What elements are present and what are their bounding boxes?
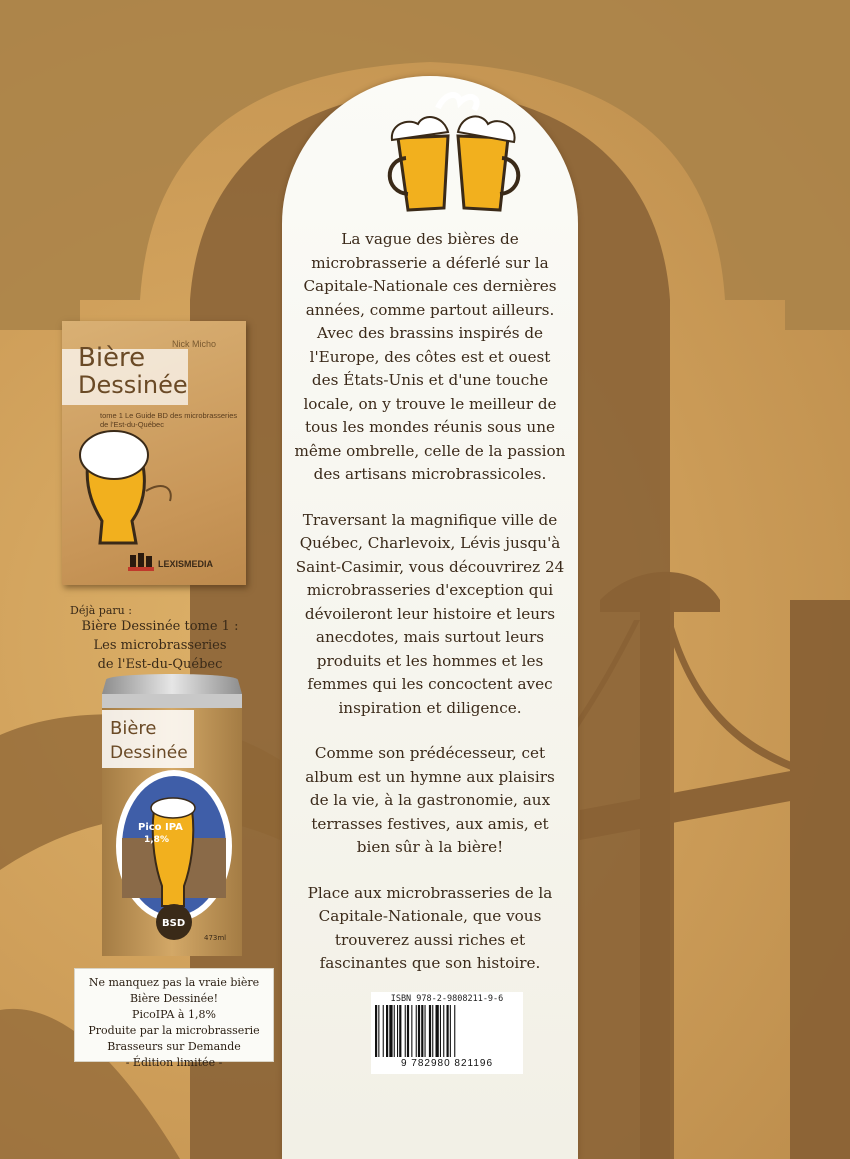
description-paragraph-1: La vague des bières de microbrasserie a déferlé sur la Capitale-Nationale ces dernières années, comme partout ailleurs. Avec des brassins inspirés de l'Europe, des côtes est et ouest des États-Unis et d'une touche locale, on y trouve le meilleur de tous les mondes réunis sous une même ombrelle, celle de la passion des artisans microbrassicoles.: [294, 230, 566, 483]
can-product: Pico IPA: [138, 822, 183, 833]
beer-mugs-icon: [378, 88, 530, 218]
barcode: [371, 992, 523, 1074]
can-caption-line1: Ne manquez pas la vraie bière: [88, 976, 260, 989]
barcode-bar: [416, 1005, 417, 1057]
barcode-bar: [405, 1005, 406, 1057]
book-title-line2: Dessinée: [78, 371, 188, 399]
barcode-bar: [386, 1005, 388, 1057]
barcode-bar: [425, 1005, 426, 1057]
barcode-bar: [375, 1005, 377, 1057]
can-volume: 473ml: [204, 934, 227, 942]
previous-book-caption-line3: de l'Est-du-Québec: [97, 657, 223, 672]
can-caption-line6: - Édition limitée -: [125, 1056, 223, 1069]
barcode-bar: [407, 1005, 409, 1057]
isbn-text: ISBN 978-2-9808211-9-6: [390, 994, 504, 1004]
barcode-bar: [421, 1005, 423, 1057]
previous-book-cover: [62, 321, 246, 585]
can-caption-line4: Produite par la microbrasserie: [88, 1024, 260, 1037]
publisher-logo-icon: [128, 551, 154, 571]
can-brand-line2: Dessinée: [110, 743, 188, 763]
can-abv: 1,8%: [144, 835, 169, 845]
can-caption-line5: Brasseurs sur Demande: [107, 1040, 241, 1053]
barcode-bar: [443, 1005, 444, 1057]
can-caption-line3: PicoIPA à 1,8%: [132, 1008, 216, 1021]
barcode-bar: [399, 1005, 401, 1057]
description-text: [294, 228, 566, 998]
description-paragraph-3: Comme son prédécesseur, cet album est un hymne aux plaisirs de la vie, à la gastronomie, aux terrasses festives, aux amis, et bien sûr à la bière!: [305, 744, 555, 856]
beer-glass-icon: [66, 421, 176, 551]
barcode-bar: [418, 1005, 420, 1057]
book-subtitle: tome 1 Le Guide BD des microbrasseries de l'Est-du-Québec: [100, 411, 238, 429]
barcode-bar: [378, 1005, 379, 1057]
can-caption-line2: Bière Dessinée!: [129, 992, 219, 1005]
barcode-bar: [429, 1005, 431, 1057]
barcode-bar: [432, 1005, 433, 1057]
book-title-line1: Bière: [78, 343, 146, 373]
barcode-number: 9 782980 821196: [400, 1058, 494, 1069]
book-author: Nick Micho: [172, 339, 217, 349]
can-caption: [74, 968, 274, 1069]
barcode-bar: [447, 1005, 449, 1057]
previous-book-label: Déjà paru :: [70, 604, 132, 617]
previous-book-caption-line2: Les microbrasseries: [93, 638, 227, 653]
beer-can-image: [92, 670, 252, 970]
previous-book-caption: [70, 617, 250, 674]
barcode-bar: [436, 1005, 439, 1057]
book-publisher: LEXISMEDIA: [158, 559, 214, 569]
barcode-bars: [375, 1005, 519, 1057]
can-brewery-logo: BSD: [162, 918, 186, 929]
barcode-bar: [454, 1005, 455, 1057]
description-paragraph-2: Traversant la magnifique ville de Québec, Charlevoix, Lévis jusqu'à Saint-Casimir, vous découvrirez 24 microbrasseries d'exception qui dévoileront leur histoire et leurs anecdotes, mais surtout leurs produits et les hommes et les femmes qui les concoctent avec inspiration et diligence.: [295, 510, 565, 717]
barcode-bar: [383, 1005, 384, 1057]
previous-book-caption-line1: Bière Dessinée tome 1 :: [81, 619, 239, 634]
barcode-bar: [389, 1005, 392, 1057]
barcode-bar: [394, 1005, 395, 1057]
barcode-bar: [450, 1005, 451, 1057]
barcode-bar: [440, 1005, 441, 1057]
can-brand-line1: Bière: [110, 718, 157, 739]
barcode-bar: [411, 1005, 412, 1057]
description-paragraph-4: Place aux microbrasseries de la Capitale-Nationale, que vous trouverez aussi riches et fascinantes que son histoire.: [307, 883, 553, 972]
barcode-bar: [397, 1005, 398, 1057]
